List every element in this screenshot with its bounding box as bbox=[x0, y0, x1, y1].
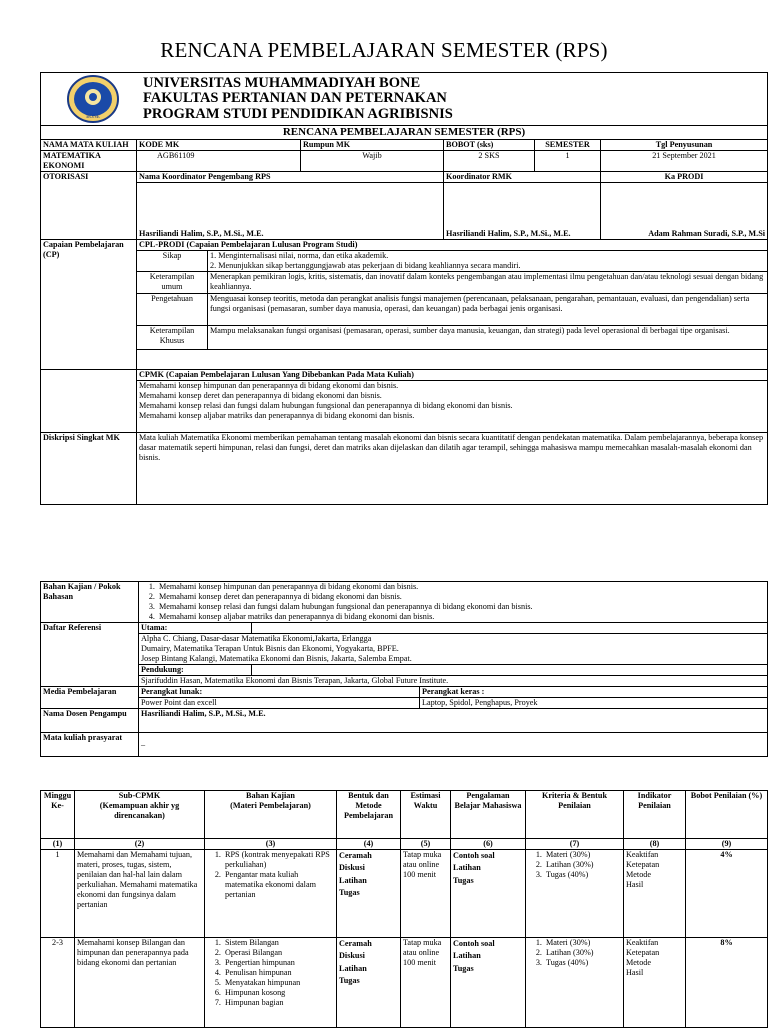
cp-aspect-pengetahuan: Pengetahuan bbox=[137, 294, 208, 326]
study-item: 2. Memahami konsep deret dan penerapannya di bidang ekonomi dan bisnis. bbox=[157, 592, 765, 602]
cp-aspect-umum: Keterampilan umum bbox=[137, 272, 208, 294]
course-cluster: Wajib bbox=[301, 151, 444, 172]
references-support: Sjarifuddin Hasan, Matematika Ekonomi dan Bisnis Terapan, Jakarta, Global Future Institute. bbox=[139, 676, 768, 687]
cpmk-item: Memahami konsep aljabar matriks dan penerapannya di bidang ekonomi dan bisnis. bbox=[139, 411, 415, 420]
plan-header-topics: Bahan Kajian (Materi Pembelajaran) bbox=[205, 791, 337, 839]
topic-item: 5. Menyatakan himpunan bbox=[223, 978, 334, 988]
cp-text-sikap: 1. Menginternalisasi nilai, norma, dan etika akademik. 2. Menunjukkan sikap bertanggungjawab atas pekerjaan di bidang keahliannya secara mandiri. bbox=[208, 251, 768, 272]
cpl-header: CPL-PRODI (Capaian Pembelajaran Lulusan Program Studi) bbox=[137, 240, 768, 251]
plan-header-criteria: Kriteria & Bentuk Penilaian bbox=[526, 791, 624, 839]
cpmk-item: Memahami konsep deret dan penerapannya di bidang ekonomi dan bisnis. bbox=[139, 391, 382, 400]
plan-weight: 8% bbox=[686, 938, 768, 1028]
course-cluster-header: Rumpun MK bbox=[301, 140, 444, 151]
faculty-name: FAKULTAS PERTANIAN DAN PETERNAKAN bbox=[143, 90, 447, 107]
topic-item: 7. Himpunan bagian bbox=[223, 998, 334, 1008]
table-row bbox=[41, 850, 768, 938]
plan-number: (1) bbox=[41, 839, 75, 850]
plan-subcpmk: Memahami dan Memahami tujuan, materi, proses, tugas, sistem, penilaian dan hal-hal lain dalam perkuliahan. Memahami matematika ekonomi dan fungsinya dalam pertanian bbox=[75, 850, 205, 938]
plan-number: (8) bbox=[624, 839, 686, 850]
lecturer-label: Nama Dosen Pengampu bbox=[41, 709, 139, 733]
plan-topics bbox=[205, 850, 337, 938]
criteria-item: 1. Materi (30%) bbox=[544, 938, 621, 948]
cp-label: Capaian Pembelajaran (CP) bbox=[41, 240, 137, 370]
plan-header-week: Minggu Ke- bbox=[41, 791, 75, 839]
plan-time: Tatap muka atau online 100 menit bbox=[401, 850, 451, 938]
course-name: MATEMATIKA EKONOMI bbox=[41, 151, 137, 172]
topic-item: 6. Himpunan kosong bbox=[223, 988, 334, 998]
plan-number: (3) bbox=[205, 839, 337, 850]
plan-header-weight: Bobot Penilaian (%) bbox=[686, 791, 768, 839]
course-semester-header: SEMESTER bbox=[535, 140, 601, 151]
university-logo bbox=[43, 74, 143, 124]
plan-subcpmk: Memahami konsep Bilangan dan himpunan dan penerapannya pada bidang ekonomi dan pertanian bbox=[75, 938, 205, 1028]
topic-item: 2. Pengantar mata kuliah matematika ekonomi dalam pertanian bbox=[223, 870, 334, 900]
topic-item: 4. Penulisan himpunan bbox=[223, 968, 334, 978]
rmk-name: Hasriliandi Halim, S.P., M.Si., M.E. bbox=[444, 183, 601, 240]
course-credits: 2 SKS bbox=[444, 151, 535, 172]
description-label: Diskripsi Singkat MK bbox=[41, 433, 137, 505]
study-item: 1. Memahami konsep himpunan dan penerapannya di bidang ekonomi dan bisnis. bbox=[157, 582, 765, 592]
criteria-item: 2. Latihan (30%) bbox=[544, 860, 621, 870]
plan-method: Ceramah Diskusi Latihan Tugas bbox=[337, 850, 401, 938]
course-credits-header: BOBOT (sks) bbox=[444, 140, 535, 151]
criteria-item: 3. Tugas (40%) bbox=[544, 958, 621, 968]
course-name-header: NAMA MATA KULIAH bbox=[41, 140, 137, 151]
media-hardware: Laptop, Spidol, Penghapus, Proyek bbox=[420, 698, 768, 709]
plan-number: (5) bbox=[401, 839, 451, 850]
plan-indicator: Keaktifan Ketepatan Metode Hasil bbox=[624, 938, 686, 1028]
cp-label-cont bbox=[41, 370, 137, 381]
plan-indicator: Keaktifan Ketepatan Metode Hasil bbox=[624, 850, 686, 938]
media-label: Media Pembelajaran bbox=[41, 687, 139, 709]
rps-info-table bbox=[40, 581, 768, 757]
cp-label-cont2 bbox=[41, 381, 137, 433]
rps-header-table bbox=[40, 72, 768, 505]
lecturer-name: Hasriliandi Halim, S.P., M.Si., M.E. bbox=[139, 709, 768, 733]
plan-experience: Contoh soal Latihan Tugas bbox=[451, 938, 526, 1028]
program-name: PROGRAM STUDI PENDIDIKAN AGRIBISNIS bbox=[143, 105, 453, 122]
table-row bbox=[41, 938, 768, 1028]
cpmk-header: CPMK (Capaian Pembelajaran Lulusan Yang Dibebankan Pada Mata Kuliah) bbox=[137, 370, 768, 381]
course-date-header: Tgl Penyusunan bbox=[601, 140, 768, 151]
topic-item: 1. RPS (kontrak menyepakati RPS perkuliahan) bbox=[223, 850, 334, 870]
study-item: 4. Memahami konsep aljabar matriks dan penerapannya di bidang ekonomi dan bisnis. bbox=[157, 612, 765, 622]
coordinator-name: Hasriliandi Halim, S.P., M.Si., M.E. bbox=[137, 183, 444, 240]
plan-number: (9) bbox=[686, 839, 768, 850]
plan-experience: Contoh soal Latihan Tugas bbox=[451, 850, 526, 938]
plan-number: (2) bbox=[75, 839, 205, 850]
logo-text: BONE bbox=[86, 115, 100, 120]
topic-item: 3. Pengertian himpunan bbox=[223, 958, 334, 968]
cpmk-list bbox=[137, 381, 768, 433]
plan-header-method: Bentuk dan Metode Pembelajaran bbox=[337, 791, 401, 839]
references-main bbox=[139, 634, 768, 665]
university-name: UNIVERSITAS MUHAMMADIYAH BONE bbox=[143, 74, 421, 91]
reference-item: Dumairy, Matematika Terapan Untuk Bisnis dan Ekonomi, Yogyakarta, BPFE. bbox=[141, 644, 399, 653]
media-software: Power Point dan excell bbox=[139, 698, 420, 709]
cp-text-umum: Menerapkan pemikiran logis, kritis, sistematis, dan inovatif dalam konteks pengembangan atau implementasi ilmu pengetahuan dan/atau teknologi sesuai dengan bidang keahliannya. bbox=[208, 272, 768, 294]
topic-item: 1. Sistem Bilangan bbox=[223, 938, 334, 948]
plan-criteria bbox=[526, 938, 624, 1028]
reference-item: Alpha C. Chiang, Dasar-dasar Matematika Ekonomi,Jakarta, Erlangga bbox=[141, 634, 372, 643]
page-title: RENCANA PEMBELAJARAN SEMESTER (RPS) bbox=[160, 38, 608, 62]
plan-method: Ceramah Diskusi Latihan Tugas bbox=[337, 938, 401, 1028]
plan-topics bbox=[205, 938, 337, 1028]
plan-week: 1 bbox=[41, 850, 75, 938]
plan-time: Tatap muka atau online 100 menit bbox=[401, 938, 451, 1028]
plan-header-subcpmk: Sub-CPMK (Kemampuan akhir yg direncanakan) bbox=[75, 791, 205, 839]
head-header: Ka PRODI bbox=[601, 172, 768, 183]
cp-text-pengetahuan: Menguasai konsep teoritis, metoda dan perangkat analisis fungsi manajemen (perencanaan, pelaksanaan, pengarahan, pemantauan, evaluasi, dan pengendalian) serta fungsi organisasi (pemasaran, sumber daya manusia, operasi, dan keuangan) pada berbagai jenis organisasi. bbox=[208, 294, 768, 326]
course-code: AGB61109 bbox=[137, 151, 301, 172]
plan-header-indicator: Indikator Penilaian bbox=[624, 791, 686, 839]
media-software-label: Perangkat lunak: bbox=[139, 687, 420, 698]
description-text: Mata kuliah Matematika Ekonomi memberikan pemahaman tentang masalah ekonomi dan bisnis secara kuantitatif dengan pendekatan matematika. Dalam pembelajarannya, beberapa konsep dasar matematik seperti himpunan, relasi dan fungsi, deret dan matriks akan dijelaskan dan dilatih agar terampil, sehingga mahasiswa mampu memecahkan masalah-masalah ekonomi dan bisnis. bbox=[137, 433, 768, 505]
prerequisite-value: – bbox=[139, 733, 768, 757]
plan-week: 2-3 bbox=[41, 938, 75, 1028]
cpmk-item: Memahami konsep relasi dan fungsi dalam hubungan fungsional dan penerapannya di bidang ekonomi dan bisnis. bbox=[139, 401, 513, 410]
course-semester: 1 bbox=[535, 151, 601, 172]
prerequisite-label: Mata kuliah prasyarat bbox=[41, 733, 139, 757]
authorization-label: OTORISASI bbox=[41, 172, 137, 240]
references-main-label: Utama: bbox=[139, 623, 252, 634]
plan-number: (6) bbox=[451, 839, 526, 850]
plan-header-experience: Pengalaman Belajar Mahasiswa bbox=[451, 791, 526, 839]
criteria-item: 1. Materi (30%) bbox=[544, 850, 621, 860]
cp-aspect-sikap: Sikap bbox=[137, 251, 208, 272]
course-date: 21 September 2021 bbox=[601, 151, 768, 172]
rmk-header: Koordinator RMK bbox=[444, 172, 601, 183]
plan-criteria bbox=[526, 850, 624, 938]
study-list bbox=[139, 582, 768, 623]
plan-header-time: Estimasi Waktu bbox=[401, 791, 451, 839]
criteria-item: 2. Latihan (30%) bbox=[544, 948, 621, 958]
coordinator-header: Nama Koordinator Pengembang RPS bbox=[137, 172, 444, 183]
cp-text-khusus: Mampu melaksanakan fungsi organisasi (pemasaran, operasi, sumber daya manusia, keuangan, dan strategi) pada level operasional di berbagai tipe organisasi. bbox=[208, 326, 768, 350]
cpmk-item: Memahami konsep himpunan dan penerapannya di bidang ekonomi dan bisnis. bbox=[139, 381, 399, 390]
plan-number: (4) bbox=[337, 839, 401, 850]
plan-weight: 4% bbox=[686, 850, 768, 938]
media-hardware-label: Perangkat keras : bbox=[420, 687, 768, 698]
references-support-label: Pendukung: bbox=[139, 665, 252, 676]
study-item: 3. Memahami konsep relasi dan fungsi dalam hubungan fungsional dan penerapannya di bidang ekonomi dan bisnis. bbox=[157, 602, 765, 612]
rps-subtitle: RENCANA PEMBELAJARAN SEMESTER (RPS) bbox=[41, 126, 768, 140]
cp-aspect-khusus: Keterampilan Khusus bbox=[137, 326, 208, 350]
study-label: Bahan Kajian / Pokok Bahasan bbox=[41, 582, 139, 623]
references-label: Daftar Referensi bbox=[41, 623, 139, 687]
plan-number: (7) bbox=[526, 839, 624, 850]
cp-spacer bbox=[137, 350, 768, 370]
reference-item: Josep Bintang Kalangi, Matematika Ekonomi dan Bisnis, Jakarta, Salemba Empat. bbox=[141, 654, 412, 663]
topic-item: 2. Operasi Bilangan bbox=[223, 948, 334, 958]
head-name: Adam Rahman Suradi, S.P., M.Si bbox=[601, 183, 768, 240]
criteria-item: 3. Tugas (40%) bbox=[544, 870, 621, 880]
course-code-header: KODE MK bbox=[137, 140, 301, 151]
weekly-plan-table bbox=[40, 790, 768, 1028]
